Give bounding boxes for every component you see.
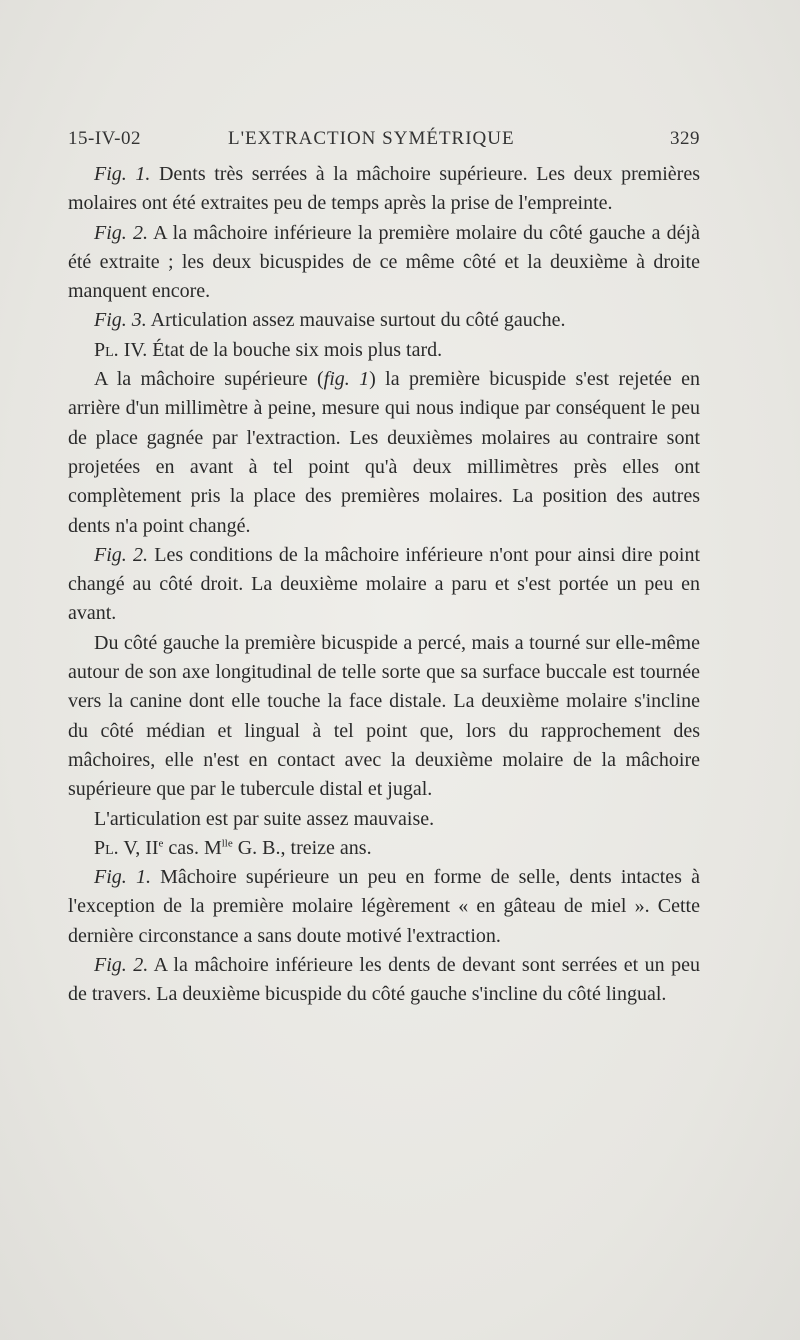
plate-label: Pl. — [94, 338, 119, 361]
paragraph-fig2 — [68, 219, 700, 307]
figure-reference: Fig. 2. — [94, 543, 149, 566]
paragraph-fig2-c — [68, 951, 700, 1010]
plate-label: Pl. — [94, 836, 119, 859]
page-body — [68, 160, 700, 1010]
paragraph-fig2-b — [68, 541, 700, 629]
paragraph-text: Les conditions de la mâchoire inférieure n'ont pour ainsi dire point changé au côté droit. La deuxième molaire a paru et s'est portée un peu en avant. — [68, 543, 700, 625]
header-title: L'EXTRACTION SYMÉTRIQUE — [228, 128, 515, 149]
superscript: e — [158, 837, 164, 850]
paragraph-text: Du côté gauche la première bicuspide a percé, mais a tourné sur elle-même autour de son axe longitudinal de telle sorte que sa surface buccale est tournée vers la canine dont elle touche la face distale. La deuxième molaire s'incline du côté médian et lingual à tel point que, lors du rapprochement des mâchoires, elle n'est en contact avec la deuxième molaire de la mâchoire supérieure que par le tubercule distal et jugal. — [68, 631, 700, 801]
paragraph-text: IV. État de la bouche six mois plus tard. — [118, 338, 443, 361]
figure-reference: Fig. 3. — [94, 309, 147, 332]
paragraph-text: Mâchoire supérieure un peu en forme de selle, dents intactes à l'exception de la première molaire légèrement « en gâteau de miel ». Cette dernière circonstance a sans doute motivé l'extraction. — [68, 866, 700, 947]
figure-reference: Fig. 2. — [94, 221, 148, 244]
paragraph-plate-v — [68, 834, 700, 863]
paragraph-articulation — [68, 805, 700, 834]
paragraph-text: G. B., treize ans. — [232, 836, 372, 859]
header-date: 15-IV-02 — [68, 128, 141, 149]
paragraph-text: ) la première bicuspide s'est rejetée en arrière d'un millimètre à peine, mesure qui nous indique par conséquent le peu de place gagnée par l'extraction. Les deuxièmes molaires au contraire sont projetées en avant à tel point qu'à deux millimètres près elles ont complètement pris la place des premières molaires. La position des autres dents n'a point changé. — [68, 368, 700, 537]
paragraph-text: cas. M — [163, 836, 222, 859]
paragraph-text: A la mâchoire supérieure ( — [94, 368, 324, 391]
paragraph-upper-jaw — [68, 365, 700, 541]
figure-reference: fig. 1 — [323, 368, 370, 391]
paragraph-text: L'articulation est par suite assez mauvaise. — [94, 807, 435, 830]
figure-reference: Fig. 1. — [94, 866, 151, 889]
superscript: lle — [221, 837, 233, 850]
paragraph-text: A la mâchoire inférieure les dents de devant sont serrées et un peu de travers. La deuxième bicuspide du côté gauche s'incline du côté lingual. — [68, 954, 700, 1006]
page-number: 329 — [670, 128, 700, 149]
paragraph-fig1 — [68, 160, 700, 219]
paragraph-text: Dents très serrées à la mâchoire supérieure. Les deux premières molaires ont été extraites peu de temps après la prise de l'empreinte. — [68, 163, 700, 215]
paragraph-text: A la mâchoire inférieure la première molaire du côté gauche a déjà été extraite ; les deux bicuspides de ce même côté et la deuxième à droite manquent encore. — [68, 221, 700, 303]
paragraph-fig3 — [68, 306, 700, 335]
figure-reference: Fig. 2. — [94, 954, 149, 977]
paragraph-fig1-b — [68, 863, 700, 951]
running-header — [68, 128, 700, 158]
paragraph-text: V, II — [118, 836, 159, 859]
paragraph-text: Articulation assez mauvaise surtout du côté gauche. — [146, 309, 566, 332]
paragraph-plate-iv — [68, 336, 700, 365]
figure-reference: Fig. 1. — [94, 163, 151, 185]
paragraph-left-side — [68, 629, 700, 805]
